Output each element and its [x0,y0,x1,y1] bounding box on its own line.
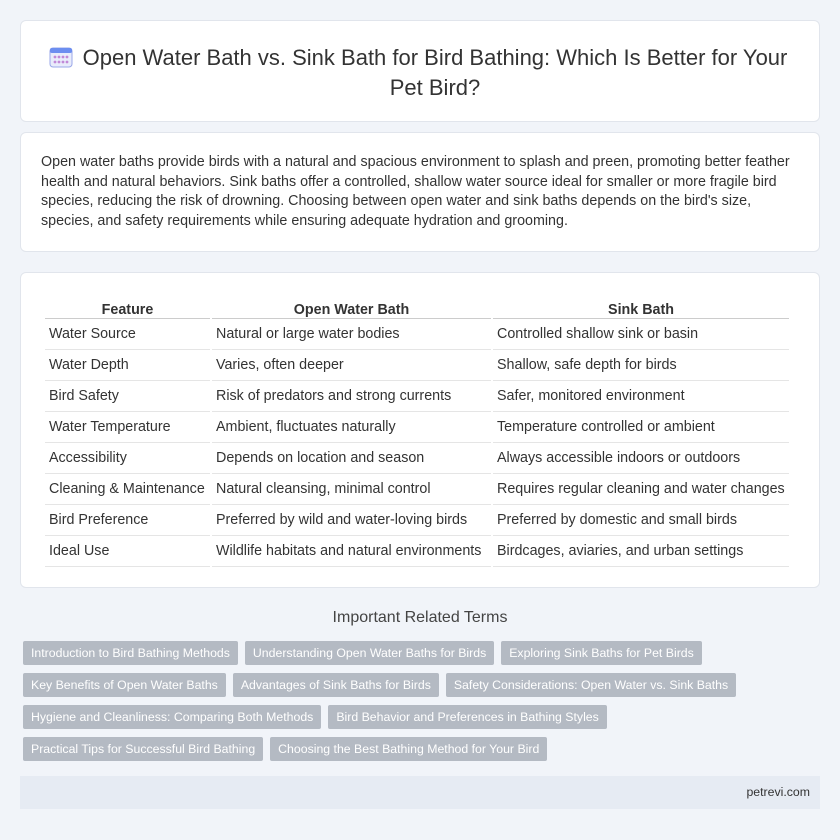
table-cell: Ideal Use [45,536,210,567]
table-header-row [45,295,789,319]
table-cell: Ambient, fluctuates naturally [212,412,491,443]
summary-card [20,132,820,252]
related-terms-row [23,737,823,761]
table-cell: Preferred by wild and water-loving birds [212,505,491,536]
related-terms-title: Important Related Terms [332,609,508,626]
table-cell: Water Source [45,319,210,350]
comparison-table [43,295,791,567]
table-cell: Safer, monitored environment [493,381,789,412]
header-open-water: Open Water Bath [212,295,491,319]
related-terms-row [23,673,823,697]
header-card [20,20,820,122]
table-cell: Temperature controlled or ambient [493,412,789,443]
table-cell: Controlled shallow sink or basin [493,319,789,350]
table-row [45,381,789,412]
table-cell: Accessibility [45,443,210,474]
header-sink: Sink Bath [493,295,789,319]
related-term-tag[interactable]: Exploring Sink Baths for Pet Birds [501,641,702,665]
table-row [45,474,789,505]
comparison-card [20,272,820,588]
related-terms-row [23,705,823,729]
summary-text: Open water baths provide birds with a natural and spacious environment to splash and preen, promoting better feather health and natural behaviors. Sink baths offer a controlled, shallow water source ideal for smaller or more fragile bird species, reducing the risk of drowning. Choosing between open water and sink baths depends on the bird's size, species, and safety requirements while ensuring adequate hydration and grooming. [41,154,790,229]
table-cell: Depends on location and season [212,443,491,474]
page-title: Open Water Bath vs. Sink Bath for Bird Bathing: Which Is Better for Your Pet Bird? [82,45,788,100]
table-cell: Risk of predators and strong currents [212,381,491,412]
table-cell: Natural cleansing, minimal control [212,474,491,505]
footer-site-link[interactable]: petrevi.com [746,785,810,799]
table-cell: Preferred by domestic and small birds [493,505,789,536]
related-term-tag[interactable]: Bird Behavior and Preferences in Bathing Styles [328,705,606,729]
header-feature: Feature [45,295,210,319]
related-term-tag[interactable]: Choosing the Best Bathing Method for Your Bird [270,737,547,761]
related-term-tag[interactable]: Understanding Open Water Baths for Birds [245,641,494,665]
table-cell: Natural or large water bodies [212,319,491,350]
table-row [45,536,789,567]
related-term-tag[interactable]: Hygiene and Cleanliness: Comparing Both Methods [23,705,321,729]
table-row [45,319,789,350]
table-row [45,505,789,536]
table-row [45,443,789,474]
table-cell: Always accessible indoors or outdoors [493,443,789,474]
table-row [45,412,789,443]
related-term-tag[interactable]: Advantages of Sink Baths for Birds [233,673,439,697]
related-term-tag[interactable]: Safety Considerations: Open Water vs. Sink Baths [446,673,736,697]
related-term-tag[interactable]: Practical Tips for Successful Bird Bathing [23,737,263,761]
related-terms-row [23,641,823,665]
related-term-tag[interactable]: Introduction to Bird Bathing Methods [23,641,238,665]
table-cell: Birdcages, aviaries, and urban settings [493,536,789,567]
table-cell: Bird Safety [45,381,210,412]
table-cell: Requires regular cleaning and water changes [493,474,789,505]
footer [20,776,820,809]
table-cell: Water Depth [45,350,210,381]
table-row [45,350,789,381]
table-cell: Varies, often deeper [212,350,491,381]
related-term-tag[interactable]: Key Benefits of Open Water Baths [23,673,226,697]
table-cell: Shallow, safe depth for birds [493,350,789,381]
table-cell: Water Temperature [45,412,210,443]
table-cell: Cleaning & Maintenance [45,474,210,505]
table-cell: Bird Preference [45,505,210,536]
table-cell: Wildlife habitats and natural environments [212,536,491,567]
related-terms [23,641,823,769]
